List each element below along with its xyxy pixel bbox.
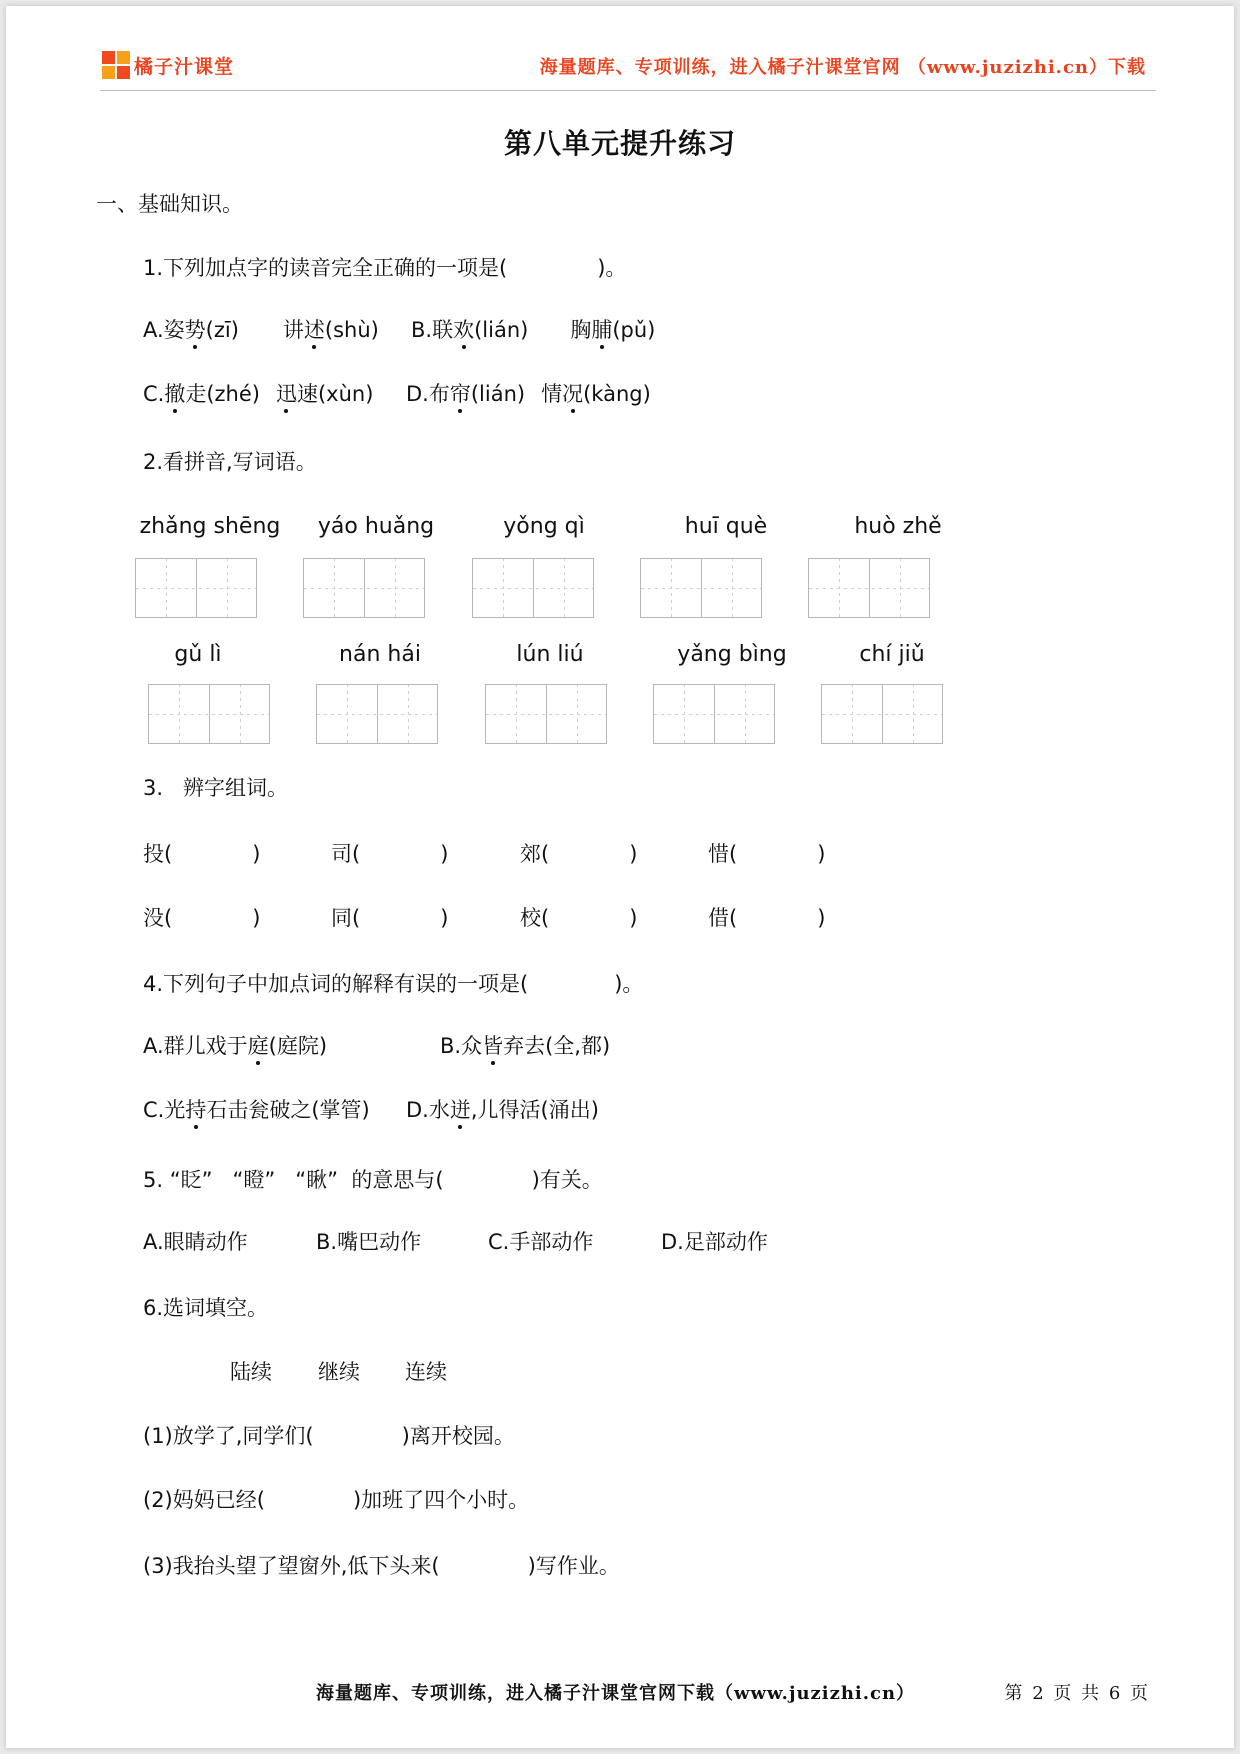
word-group-item[interactable]: 没( ) [143, 906, 261, 930]
question-5-stem: 5. “眨” “瞪” “瞅” 的意思与( )有关。 [143, 1168, 603, 1192]
writing-grid[interactable] [640, 558, 762, 618]
pinyin-label: yáo huǎng [317, 514, 435, 539]
fill-sentence-3[interactable]: (3)我抬头望了望窗外,低下头来( )写作业。 [143, 1554, 620, 1578]
word-choice: 连续 [405, 1360, 447, 1384]
section-heading: 一、基础知识。 [96, 192, 243, 216]
pinyin-label: huò zhě [854, 514, 942, 539]
question-4-stem: 4.下列句子中加点词的解释有误的一项是( )。 [143, 972, 644, 996]
header-divider [100, 90, 1156, 91]
word-group-item[interactable]: 借( ) [708, 906, 826, 930]
pinyin-label: gǔ lì [174, 642, 222, 667]
fill-sentence-1[interactable]: (1)放学了,同学们( )离开校园。 [143, 1424, 515, 1448]
q1-option-d[interactable]: D.布帘(lián) 情况(kàng) [406, 382, 651, 406]
q4-option-a[interactable]: A.群儿戏于庭(庭院) [143, 1034, 328, 1058]
q5-option-d[interactable]: D.足部动作 [661, 1230, 768, 1254]
word-group-item[interactable]: 司( ) [331, 842, 449, 866]
logo-icon [102, 51, 130, 79]
page-title: 第八单元提升练习 [503, 127, 736, 160]
footer-slogan: 海量题库、专项训练，进入橘子汁课堂官网下载（www.juzizhi.cn） [316, 1683, 916, 1704]
question-2-stem: 2.看拼音,写词语。 [143, 450, 317, 474]
pinyin-label: zhǎng shēng [139, 514, 281, 539]
q4-option-b[interactable]: B.众皆弃去(全,都) [440, 1034, 611, 1058]
word-choice: 陆续 [230, 1360, 272, 1384]
worksheet-page [6, 6, 1234, 1748]
question-1-stem: 1.下列加点字的读音完全正确的一项是( )。 [143, 256, 627, 280]
header-slogan: 海量题库、专项训练，进入橘子汁课堂官网 （www.juzizhi.cn）下载 [539, 57, 1146, 78]
word-choice: 继续 [318, 1360, 360, 1384]
fill-sentence-2[interactable]: (2)妈妈已经( )加班了四个小时。 [143, 1488, 530, 1512]
word-group-item[interactable]: 郊( ) [520, 842, 638, 866]
question-6-stem: 6.选词填空。 [143, 1296, 269, 1320]
pinyin-label: chí jiǔ [859, 642, 925, 667]
brand-logo[interactable] [102, 50, 234, 80]
q4-option-c[interactable]: C.光持石击瓮破之(掌管) [143, 1098, 370, 1122]
q4-option-d[interactable]: D.水迸,儿得活(涌出) [406, 1098, 599, 1122]
writing-grid[interactable] [148, 684, 270, 744]
word-group-item[interactable]: 惜( ) [708, 842, 826, 866]
logo-text: 橘子汁课堂 [134, 55, 235, 78]
pinyin-label: yǒng qì [503, 514, 585, 539]
writing-grid[interactable] [485, 684, 607, 744]
word-group-item[interactable]: 投( ) [143, 842, 261, 866]
pinyin-label: yǎng bìng [677, 642, 787, 667]
q5-option-c[interactable]: C.手部动作 [488, 1230, 594, 1254]
pinyin-label: lún liú [516, 642, 584, 667]
q5-option-a[interactable]: A.眼睛动作 [143, 1230, 248, 1254]
writing-grid[interactable] [821, 684, 943, 744]
question-3-stem: 3. 辨字组词。 [143, 776, 289, 800]
q5-option-b[interactable]: B.嘴巴动作 [316, 1230, 422, 1254]
word-group-item[interactable]: 校( ) [520, 906, 638, 930]
word-group-item[interactable]: 同( ) [331, 906, 449, 930]
writing-grid[interactable] [653, 684, 775, 744]
pinyin-label: huī què [684, 514, 768, 539]
q1-option-c[interactable]: C.撤走(zhé) 迅速(xùn) [143, 382, 374, 406]
writing-grid[interactable] [135, 558, 257, 618]
writing-grid[interactable] [472, 558, 594, 618]
writing-grid[interactable] [303, 558, 425, 618]
q1-option-b[interactable]: B.联欢(lián) 胸脯(pǔ) [411, 318, 656, 342]
writing-grid[interactable] [808, 558, 930, 618]
writing-grid[interactable] [316, 684, 438, 744]
page-number: 第 2 页 共 6 页 [1004, 1683, 1150, 1704]
q1-option-a[interactable]: A.姿势(zī) 讲述(shù) [143, 318, 379, 342]
pinyin-label: nán hái [339, 642, 421, 667]
